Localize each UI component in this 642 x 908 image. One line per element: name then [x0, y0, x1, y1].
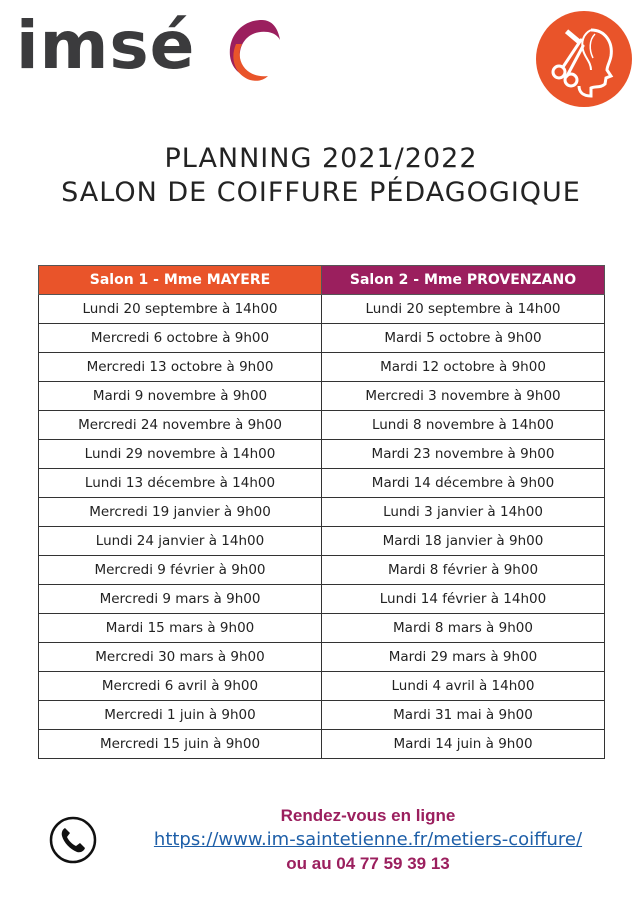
header-salon-2: Salon 2 - Mme PROVENZANO: [322, 266, 605, 295]
salon-1-date-cell: Mercredi 9 février à 9h00: [39, 556, 322, 585]
salon-2-date-cell: Mardi 8 mars à 9h00: [322, 614, 605, 643]
salon-2-date-cell: Lundi 4 avril à 14h00: [322, 672, 605, 701]
salon-2-date-cell: Mardi 14 décembre à 9h00: [322, 469, 605, 498]
salon-2-date-cell: Lundi 14 février à 14h00: [322, 585, 605, 614]
scissors-comb-woman-icon: [535, 10, 633, 108]
title-line-2: SALON DE COIFFURE PÉDAGOGIQUE: [61, 177, 581, 208]
table-row: [39, 672, 605, 701]
salon-1-date-cell: Lundi 29 novembre à 14h00: [39, 440, 322, 469]
table-row: [39, 295, 605, 324]
table-header-row: [39, 266, 605, 295]
salon-2-date-cell: Lundi 20 septembre à 14h00: [322, 295, 605, 324]
table-row: [39, 701, 605, 730]
salon-1-date-cell: Mercredi 15 juin à 9h00: [39, 730, 322, 759]
header-salon-1: Salon 1 - Mme MAYERE: [39, 266, 322, 295]
salon-1-date-cell: Mercredi 24 novembre à 9h00: [39, 411, 322, 440]
salon-1-date-cell: Mercredi 19 janvier à 9h00: [39, 498, 322, 527]
salon-2-date-cell: Mercredi 3 novembre à 9h00: [322, 382, 605, 411]
salon-2-date-cell: Mardi 8 février à 9h00: [322, 556, 605, 585]
table-row: [39, 324, 605, 353]
salon-1-date-cell: Mardi 15 mars à 9h00: [39, 614, 322, 643]
salon-1-date-cell: Mercredi 9 mars à 9h00: [39, 585, 322, 614]
salon-1-date-cell: Mercredi 1 juin à 9h00: [39, 701, 322, 730]
table-row: [39, 353, 605, 382]
salon-1-date-cell: Lundi 20 septembre à 14h00: [39, 295, 322, 324]
salon-2-date-cell: Mardi 12 octobre à 9h00: [322, 353, 605, 382]
table-row: [39, 556, 605, 585]
booking-link[interactable]: https://www.im-saintetienne.fr/metiers-coiffure/: [153, 829, 583, 850]
logo-swoosh-icon: [216, 14, 280, 84]
table-row: [39, 643, 605, 672]
table-row: [39, 585, 605, 614]
phone-number: ou au 04 77 59 39 13: [286, 854, 450, 873]
table-row: [39, 411, 605, 440]
imse-logo: [16, 8, 276, 84]
salon-1-date-cell: Lundi 24 janvier à 14h00: [39, 527, 322, 556]
salon-2-date-cell: Lundi 3 janvier à 14h00: [322, 498, 605, 527]
title-line-1: PLANNING 2021/2022: [164, 143, 478, 174]
contact-block: [112, 804, 624, 876]
booking-heading: Rendez-vous en ligne: [280, 806, 456, 825]
table-row: [39, 382, 605, 411]
salon-1-date-cell: Mercredi 6 octobre à 9h00: [39, 324, 322, 353]
salon-2-date-cell: Mardi 14 juin à 9h00: [322, 730, 605, 759]
table-row: [39, 469, 605, 498]
salon-2-date-cell: Mardi 29 mars à 9h00: [322, 643, 605, 672]
phone-icon: [48, 815, 98, 865]
salon-1-date-cell: Mercredi 30 mars à 9h00: [39, 643, 322, 672]
schedule-table: [38, 265, 605, 759]
salon-2-date-cell: Mardi 5 octobre à 9h00: [322, 324, 605, 353]
page-title: [0, 142, 642, 210]
table-row: [39, 527, 605, 556]
table-row: [39, 440, 605, 469]
salon-2-date-cell: Mardi 31 mai à 9h00: [322, 701, 605, 730]
table-row: [39, 730, 605, 759]
salon-1-date-cell: Mercredi 6 avril à 9h00: [39, 672, 322, 701]
salon-2-date-cell: Lundi 8 novembre à 14h00: [322, 411, 605, 440]
logo-text: imsé: [16, 7, 196, 84]
table-row: [39, 498, 605, 527]
salon-1-date-cell: Mardi 9 novembre à 9h00: [39, 382, 322, 411]
table-body: [39, 295, 605, 759]
salon-1-date-cell: Mercredi 13 octobre à 9h00: [39, 353, 322, 382]
salon-2-date-cell: Mardi 18 janvier à 9h00: [322, 527, 605, 556]
salon-1-date-cell: Lundi 13 décembre à 14h00: [39, 469, 322, 498]
salon-2-date-cell: Mardi 23 novembre à 9h00: [322, 440, 605, 469]
table-row: [39, 614, 605, 643]
